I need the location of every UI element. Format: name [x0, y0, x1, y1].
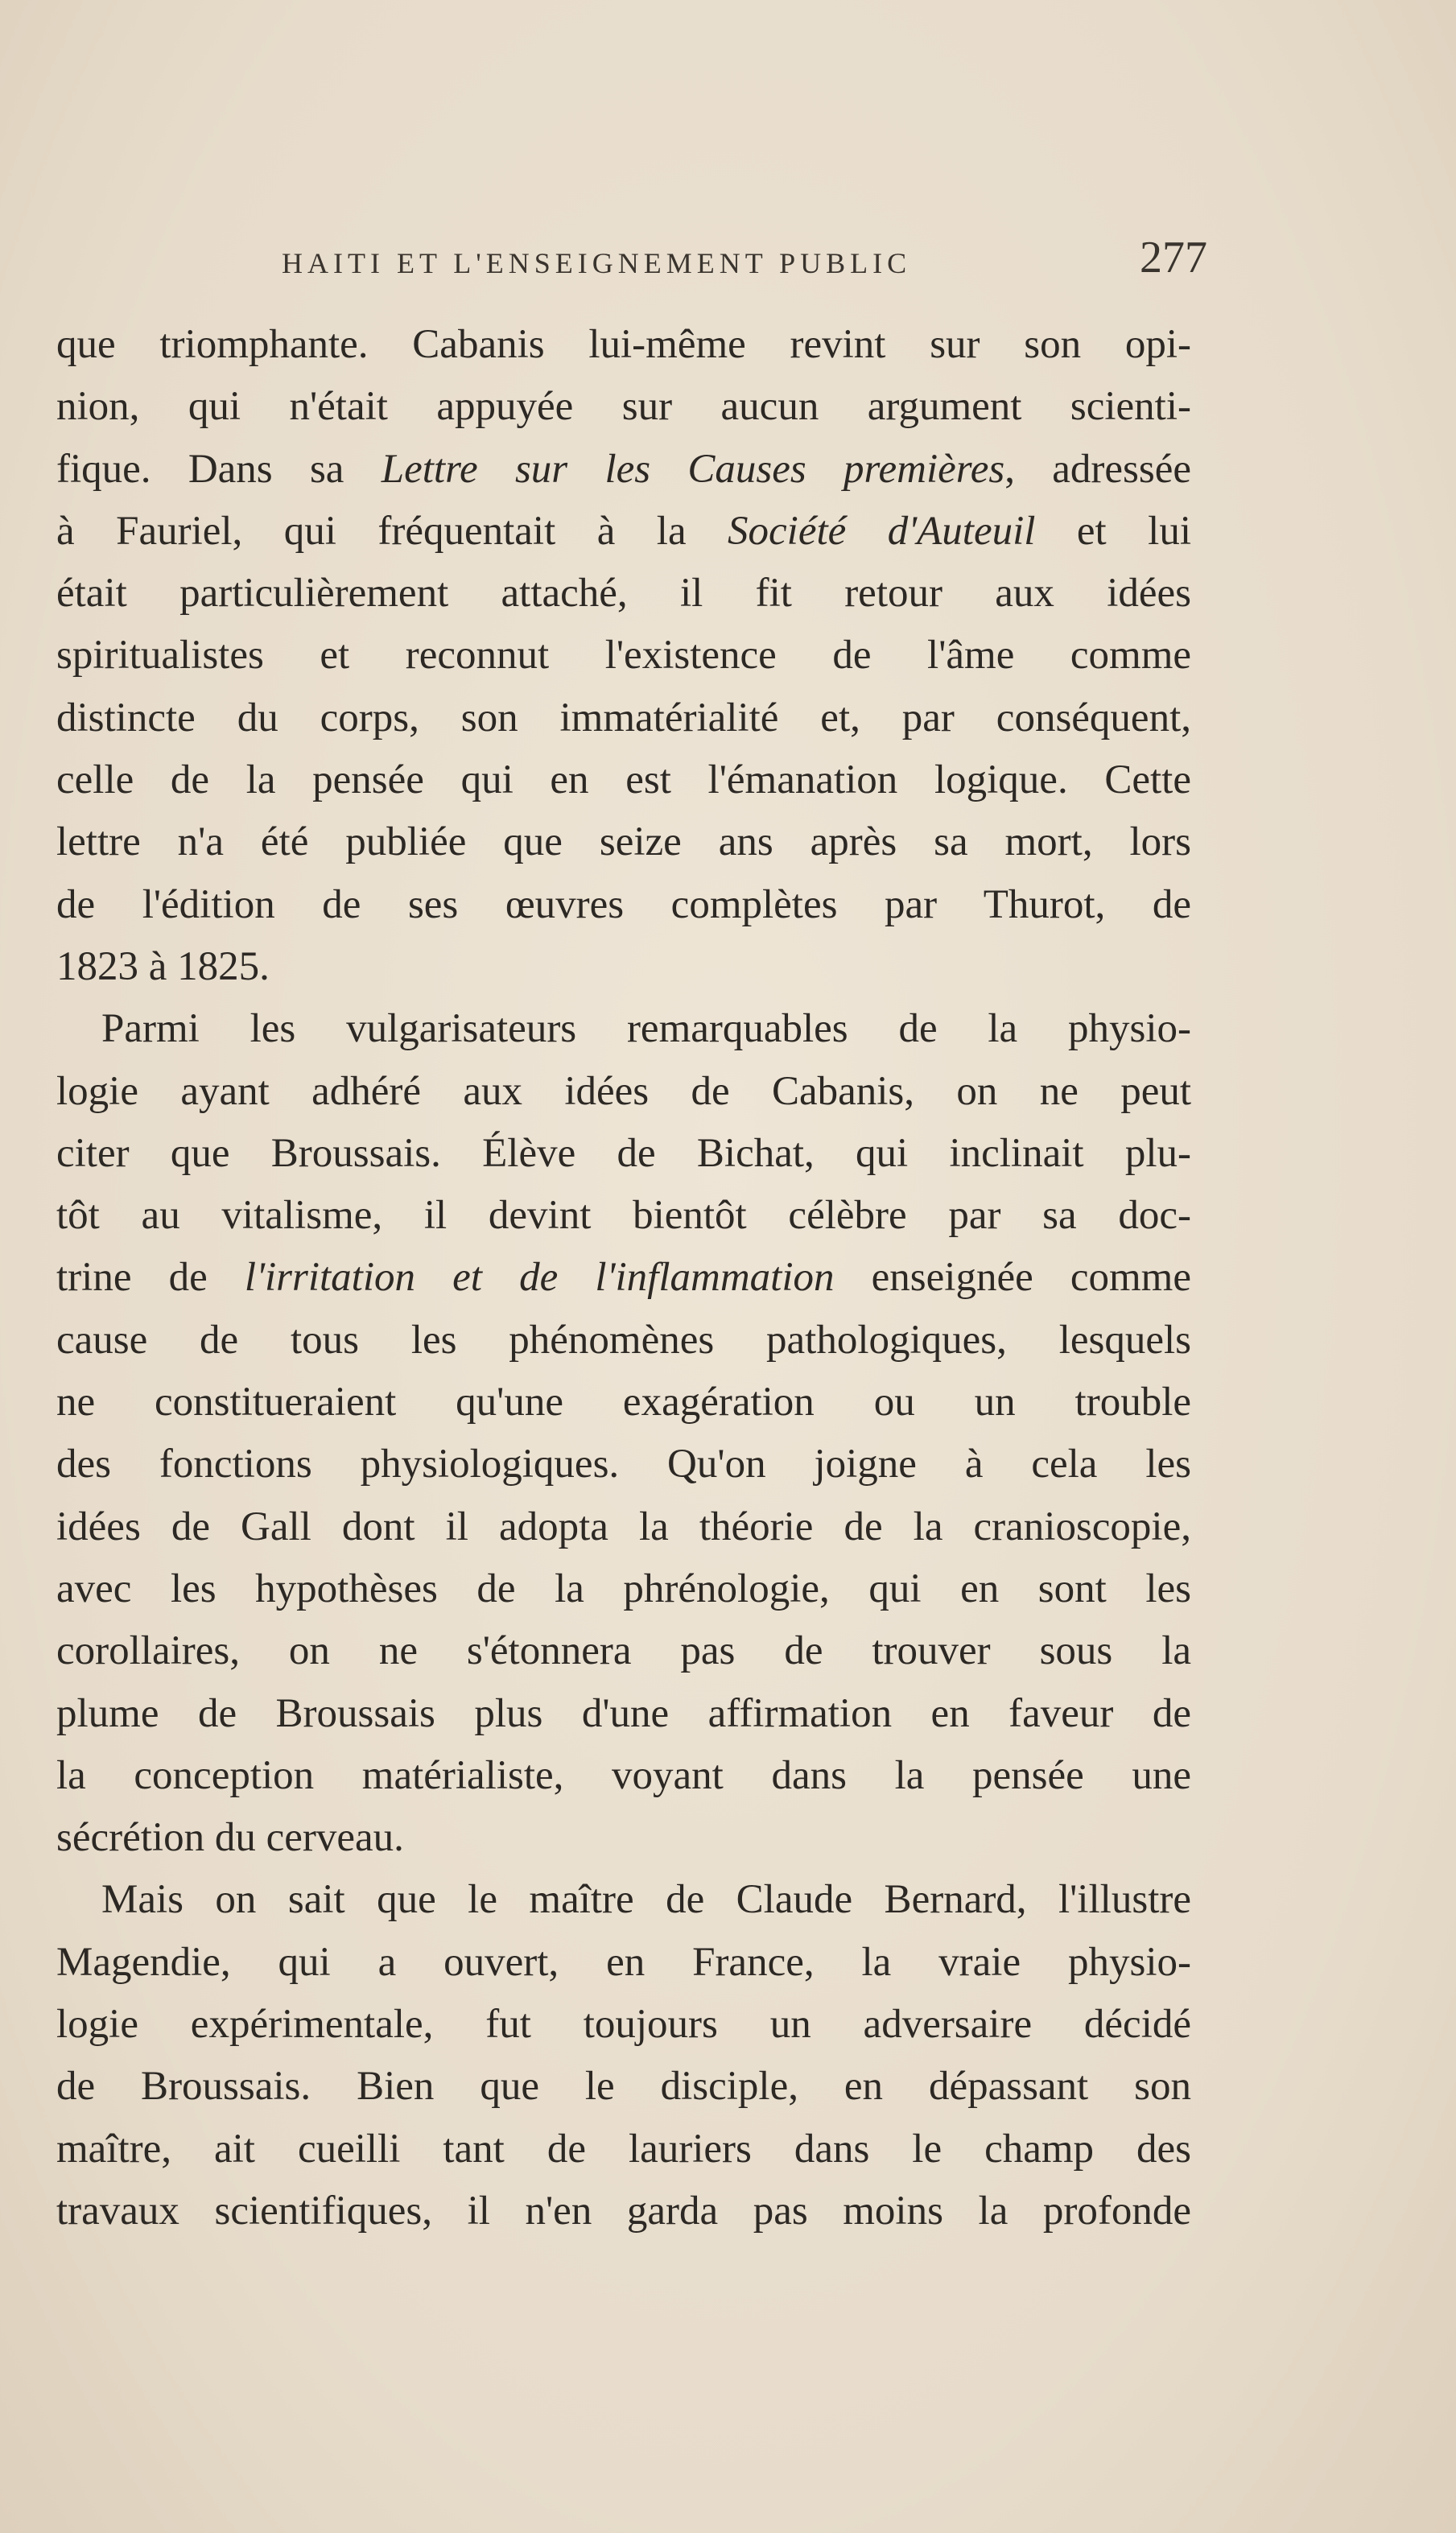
text-line: maître, ait cueilli tant de lauriers dans le champ des	[56, 2126, 1191, 2172]
text-line: corollaires, on ne s'étonnera pas de trouver sous la	[56, 1628, 1191, 1674]
text-line: ne constitueraient qu'une exagération ou un trouble	[56, 1380, 1191, 1425]
running-title: HAITI ET L'ENSEIGNEMENT PUBLIC	[282, 247, 912, 279]
text-run: et lui	[1035, 508, 1191, 554]
text-line	[56, 501, 1191, 563]
text-line: cause de tous les phénomènes pathologiques, lesquels	[56, 1317, 1191, 1363]
text-line: celle de la pensée qui en est l'émanation logique. Cette	[56, 757, 1191, 803]
text-line	[56, 439, 1191, 501]
running-header	[282, 232, 1207, 296]
page-number: 277	[1140, 233, 1207, 283]
text-line: de l'édition de ses œuvres complètes par Thurot, de	[56, 881, 1191, 927]
paragraph-end-line: 1823 à 1825.	[56, 943, 270, 989]
text-line: distincte du corps, son immatérialité et, par conséquent,	[56, 695, 1191, 741]
text-line: lettre n'a été publiée que seize ans après sa mort, lors	[56, 819, 1191, 865]
book-title-italic: Lettre sur les Causes premières	[381, 446, 1005, 492]
text-line	[56, 1247, 1191, 1309]
text-line: de Broussais. Bien que le disciple, en dépassant son	[56, 2064, 1191, 2110]
text-line: plume de Broussais plus d'une affirmation en faveur de	[56, 1690, 1191, 1736]
text-run: fique. Dans sa	[56, 446, 382, 492]
text-line: Magendie, qui a ouvert, en France, la vraie physio-	[56, 1939, 1191, 1985]
paragraph-start-line: Mais on sait que le maître de Claude Bernard, l'illustre	[101, 1877, 1191, 1923]
text-run: enseignée comme	[834, 1255, 1191, 1301]
text-line: des fonctions physiologiques. Qu'on joigne à cela les	[56, 1442, 1191, 1487]
text-line: avec les hypothèses de la phrénologie, qui en sont les	[56, 1566, 1191, 1611]
text-line: nion, qui n'était appuyée sur aucun argument scienti-	[56, 384, 1191, 430]
text-line: spiritualistes et reconnut l'existence de l'âme comme	[56, 633, 1191, 679]
text-line: travaux scientifiques, il n'en garda pas moins la profonde	[56, 2188, 1191, 2234]
society-name-italic: Société d'Auteuil	[728, 508, 1036, 554]
doctrine-italic: l'irritation et de l'inflammation	[244, 1255, 835, 1301]
text-line: était particulièrement attaché, il fit retour aux idées	[56, 571, 1191, 617]
text-run: à Fauriel, qui fréquentait à la	[56, 508, 728, 554]
paragraph-start-line: Parmi les vulgarisateurs remarquables de la physio-	[101, 1006, 1191, 1052]
text-line: logie ayant adhéré aux idées de Cabanis, on ne peut	[56, 1068, 1191, 1114]
text-line: la conception matérialiste, voyant dans la pensée une	[56, 1752, 1191, 1798]
text-run: , adressée	[1004, 446, 1191, 492]
text-line: logie expérimentale, fut toujours un adversaire décidé	[56, 2002, 1191, 2048]
body-text	[56, 314, 1191, 2242]
text-line: idées de Gall dont il adopta la théorie de la cranioscopie,	[56, 1504, 1191, 1549]
paragraph-end-line: sécrétion du cerveau.	[56, 1815, 404, 1861]
text-line: citer que Broussais. Élève de Bichat, qui inclinait plu-	[56, 1130, 1191, 1176]
text-run: trine de	[56, 1255, 245, 1301]
text-line: que triomphante. Cabanis lui-même revint sur son opi-	[56, 322, 1191, 367]
text-line: tôt au vitalisme, il devint bientôt célèbre par sa doc-	[56, 1193, 1191, 1239]
